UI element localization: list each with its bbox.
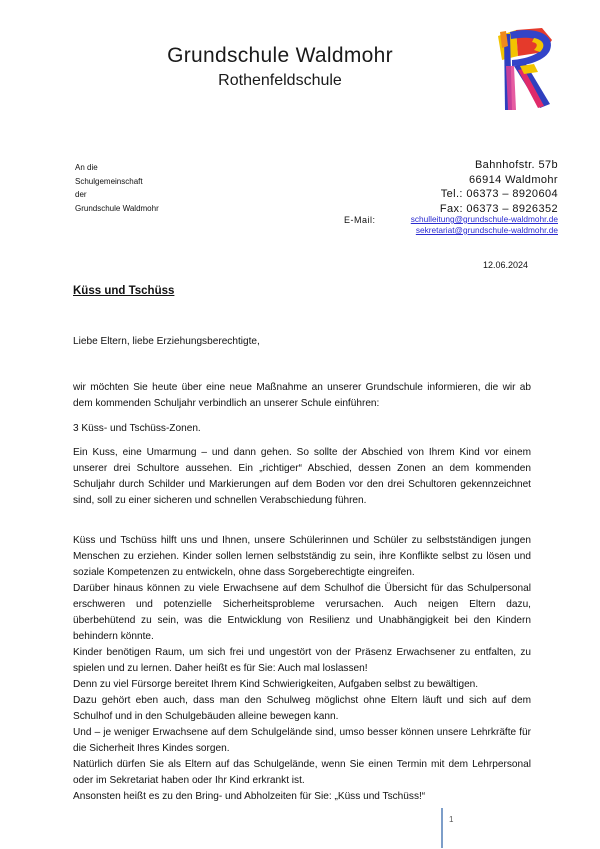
paragraph-2 — [73, 533, 531, 805]
recipient-line: Grundschule Waldmohr — [75, 203, 159, 213]
sender-city: 66914 Waldmohr — [469, 173, 558, 186]
sender-fax: Fax: 06373 – 8926352 — [439, 202, 558, 215]
sender-tel: Tel.: 06373 – 8920604 — [440, 188, 558, 201]
page-number: 1 — [449, 815, 454, 824]
intro-paragraph: wir möchten Sie heute über eine neue Maßnahme an unserer Grundschule informieren, die wir ab dem kommenden Schuljahr verbindlich an unserer Schule einführen: — [73, 382, 531, 409]
paragraph-1: Ein Kuss, eine Umarmung – und dann gehen. So sollte der Abschied von Ihrem Kind vor einem unserer drei Schultore aussehen. Ein „richtiger“ Abschied, dessen Zonen an dem kommenden Schuljahr durch Schilder und Markierungen auf dem Boden vor den drei Schultoren gekennzeichnet sind, soll zu einer sicheren und schnellen Verabschiedung führen. — [73, 447, 531, 506]
salutation: Liebe Eltern, liebe Erziehungsberechtigte, — [73, 336, 260, 347]
recipient-line: An die — [75, 163, 98, 172]
school-name: Grundschule Waldmohr — [167, 44, 393, 67]
zones-heading: 3 Küss- und Tschüss-Zonen. — [73, 423, 201, 434]
letter-subject: Küss und Tschüss — [73, 285, 175, 297]
paragraph-2-line: Natürlich dürfen Sie als Eltern auf das Schulgelände, wenn Sie einen Termin mit dem Lehrpersonal oder im Sekretariat haben oder Ihr Kind erkrankt ist. — [73, 759, 531, 786]
footer-rule — [441, 808, 443, 848]
recipient-line: Schulgemeinschaft — [75, 176, 143, 186]
recipient-address — [75, 161, 159, 215]
paragraph-2-line: Darüber hinaus können zu viele Erwachsene auf dem Schulhof die Übersicht für das Schulpersonal erschweren und potenzielle Sicherheitsprobleme verursachen. Auch neigen Eltern dazu, überbehütend zu sein, was die Entwicklung von Resilienz und Unabhängigkeit bei den Kindern behindern könnte. — [73, 583, 531, 642]
email-link-schulleitung[interactable]: schulleitung@grundschule-waldmohr.de — [410, 214, 558, 224]
letter-date: 12.06.2024 — [482, 260, 528, 270]
sender-street: Bahnhofstr. 57b — [474, 159, 558, 171]
email-links — [411, 214, 558, 236]
sender-address — [440, 158, 558, 216]
paragraph-2-line: Ansonsten heißt es zu den Bring- und Abholzeiten für Sie: „Küss und Tschüss!“ — [73, 791, 426, 802]
recipient-line: der — [75, 190, 87, 199]
paragraph-2-line: Und – je weniger Erwachsene auf dem Schulgelände sind, umso besser können unsere Lehrkräfte für die Sicherheit Ihres Kindes sorgen. — [73, 727, 531, 754]
paragraph-2-line: Küss und Tschüss hilft uns und Ihnen, unsere Schülerinnen und Schüler zu selbstständigen jungen Menschen zu erziehen. Kinder sollen lernen selbstständig zu sein, ihre Konflikte selbst zu lösen und soziale Kompetenzen zu entwickeln, ohne dass Sorgeberechtigte eingreifen. — [73, 535, 531, 578]
email-label: E-Mail: — [344, 215, 376, 225]
paragraph-2-line: Denn zu viel Fürsorge bereitet Ihrem Kind Schwierigkeiten, Aufgaben selbst zu bewältigen. — [73, 679, 479, 690]
paragraph-2-line: Dazu gehört eben auch, dass man den Schulweg möglichst ohne Eltern läuft und sich auf dem Schulhof und in den Schulgebäuden alleine bewegen kann. — [73, 695, 531, 722]
paragraph-2-line: Kinder benötigen Raum, um sich frei und ungestört von der Präsenz Erwachsener zu entfalten, zu spielen und zu lernen. Daher heißt es für Sie: Auch mal loslassen! — [73, 647, 531, 674]
school-subtitle: Rothenfeldschule — [218, 72, 342, 89]
email-link-sekretariat[interactable]: sekretariat@grundschule-waldmohr.de — [415, 225, 558, 235]
school-r-logo-icon — [494, 26, 560, 112]
